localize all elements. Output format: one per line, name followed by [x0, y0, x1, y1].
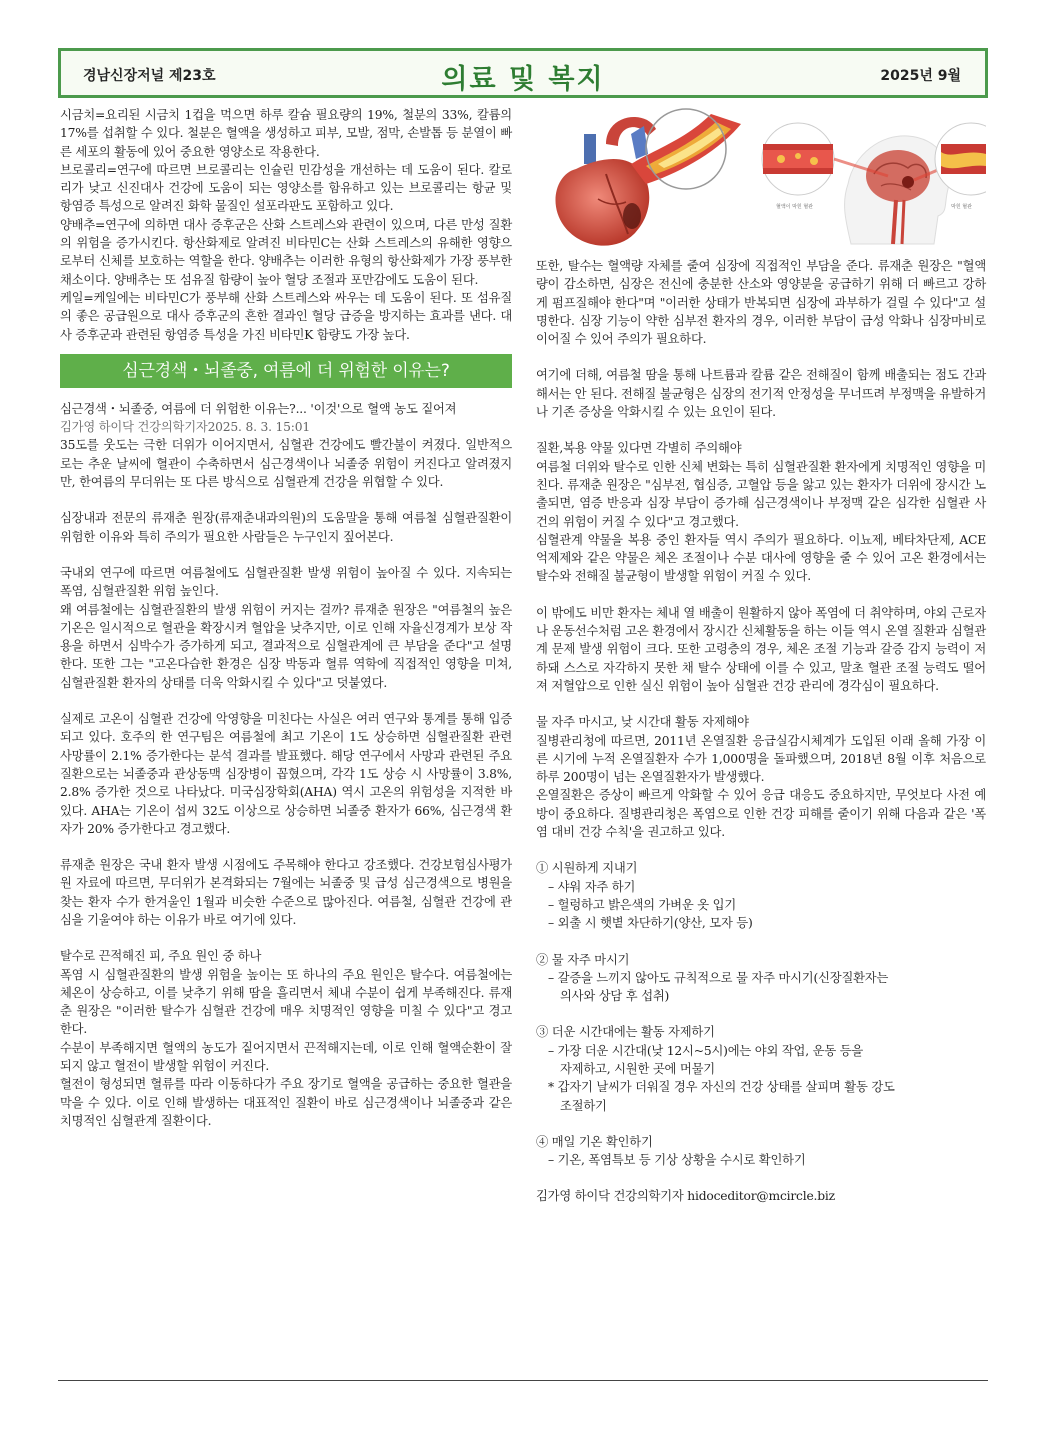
article-byline: 김가영 하이닥 건강의학기자2025. 8. 3. 15:01 [60, 420, 310, 435]
tip-title: ④ 매일 기온 확인하기 [536, 1134, 653, 1149]
subheading: 탈수로 끈적해진 피, 주요 원인 중 하나 [60, 949, 262, 964]
subheading: 질환,복용 약물 있다면 각별히 주의해야 [536, 441, 742, 456]
paragraph: 폭염 시 심혈관질환의 발생 위험을 높이는 또 하나의 주요 원인은 탈수다. 여름철에는 체온이 상승하고, 이를 낮추기 위해 땀을 흘리면서 체내 수분이 쉽게 부족해진다. 류재춘 원장은 "이러한 탈수가 심혈관 건강에 매우 치명적인 영향을 미칠 수 있다"고 경고한다. [60, 967, 512, 1037]
subheading: 물 자주 마시고, 낮 시간대 활동 자제해야 [536, 715, 749, 730]
section-title: 의료 및 복지 [441, 64, 605, 95]
publication-issue: 경남신장저널 제23호 [83, 68, 216, 84]
issue-date: 2025년 9월 [880, 68, 961, 84]
tip-title: ③ 더운 시간대에는 활동 자제하기 [536, 1025, 715, 1040]
masthead [58, 48, 988, 98]
caption-clogged-vessel: 막힌 혈관 [951, 204, 972, 210]
paragraph: 수분이 부족해지면 혈액의 농도가 짙어지면서 끈적해지는데, 이로 인해 혈액순환이 잘되지 않고 혈전이 발생할 위험이 커진다. [60, 1040, 512, 1074]
article-signature: 김가영 하이닥 건강의학기자 hidoceditor@mcircle.biz [536, 1189, 835, 1204]
tip-title: ① 시원하게 지내기 [536, 861, 638, 876]
paragraph: 국내외 연구에 따르면 여름철에도 심혈관질환 발생 위험이 높아질 수 있다. 지속되는 폭염, 심혈관질환 위험 높인다. [60, 565, 512, 599]
article-banner: 심근경색・뇌졸중, 여름에 더 위험한 이유는? [60, 354, 512, 388]
intro-kale: 케일=케일에는 비타민C가 풍부해 산화 스트레스와 싸우는 데 도움이 된다. 또 섬유질의 좋은 공급원으로 대사 증후군의 흔한 결과인 혈당 급증을 방지하는 효과를 낸다. 대사 증후군과 관련된 항염증 특성을 가진 비타민K 함량도 가장 높다. [60, 290, 512, 342]
intro-broccoli: 브로콜리=연구에 따르면 브로콜리는 인슐린 민감성을 개선하는 데 도움이 된다. 칼로리가 낮고 신진대사 건강에 도움이 되는 영양소를 함유하고 있는 브로콜리는 항균 및 항염증 특성으로 알려진 화학 물질인 설포라판도 포함하고 있다. [60, 162, 512, 214]
paragraph: 심장내과 전문의 류재춘 원장(류재춘내과의원)의 도움말을 통해 여름철 심혈관질환이 위험한 이유와 특히 주의가 필요한 사람들은 누구인지 짚어본다. [60, 511, 512, 544]
tip-item: 자제하고, 시원한 곳에 머물기 [560, 1061, 715, 1076]
tip-item: 조절하기 [560, 1098, 607, 1113]
intro-cabbage: 양배추=연구에 의하면 대사 증후군은 산화 스트레스와 관련이 있으며, 다른 만성 질환의 위험을 증가시킨다. 항산화제로 알려진 비타민C는 산화 스트레스의 유해한 영향으로부터 신체를 보호하는 역할을 한다. 양배추는 이러한 유형의 항산화제가 가장 풍부한 채소이다. 양배추는 또 섬유질 함량이 높아 혈당 조절과 포만감에도 도움이 된다. [60, 217, 512, 287]
tip-item: – 외출 시 햇볕 차단하기(양산, 모자 등) [548, 916, 753, 931]
tip-item: – 샤워 자주 하기 [548, 879, 636, 894]
paragraph: 왜 여름철에는 심혈관질환의 발생 위험이 커지는 걸까? 류재춘 원장은 "여름철의 높은 기온은 일시적으로 혈관을 확장시켜 혈압을 낮추지만, 이로 인해 자율신경계가 보상 작용을 하면서 심박수가 증가하게 되고, 결과적으로 심혈관계에 큰 부담을 준다"고 설명한다. 또한 그는 "고온다습한 환경은 심장 박동과 혈류 역학에 직접적인 영향을 미쳐, 심혈관질환 환자의 상태를 더욱 악화시킬 수 있다"고 덧붙였다. [60, 602, 512, 690]
right-column [536, 257, 986, 1206]
paragraph: 심혈관계 약물을 복용 중인 환자들 역시 주의가 필요하다. 이뇨제, 베타차단제, ACE 억제제와 같은 약물은 체온 조절이나 수분 대사에 영향을 줄 수 있어 고온 환경에서는 탈수와 전해질 불균형이 발생할 위험이 커질 수 있다. [536, 532, 986, 584]
tip-item: 의사와 상담 후 섭취) [560, 989, 670, 1004]
tip-item: – 기온, 폭염특보 등 기상 상황을 수시로 확인하기 [548, 1153, 806, 1168]
tip-item: * 갑자기 날씨가 더워질 경우 자신의 건강 상태를 살피며 활동 강도 [548, 1080, 895, 1095]
tip-item: – 헐렁하고 밝은색의 가벼운 옷 입기 [548, 897, 736, 912]
heart-illustration [536, 104, 986, 252]
paragraph: 여기에 더해, 여름철 땀을 통해 나트륨과 칼륨 같은 전해질이 함께 배출되는 점도 간과해서는 안 된다. 전해질 불균형은 심장의 전기적 안정성을 무너뜨려 부정맥을 유발하거나 기존 증상을 악화시킬 수 있는 요인이 된다. [536, 368, 986, 420]
paragraph: 류재춘 원장은 국내 환자 발생 시점에도 주목해야 한다고 강조했다. 건강보험심사평가원 자료에 따르면, 무더위가 본격화되는 7월에는 뇌졸중 및 급성 심근경색으로 병원을 찾는 환자 수가 한겨울인 1월과 비슷한 수준으로 많아진다. 여름철, 심혈관 건강에 관심을 기울여야 하는 이유가 바로 여기에 있다. [60, 858, 512, 927]
paragraph: 이 밖에도 비만 환자는 체내 열 배출이 원활하지 않아 폭염에 더 취약하며, 야외 근로자나 운동선수처럼 고온 환경에서 장시간 신체활동을 하는 이들 역시 온열 질환과 심혈관계 문제 발생 위험이 크다. 또한 고령층의 경우, 체온 조절 기능과 갈증 감지 능력이 저하돼 스스로 자각하지 못한 채 탈수 상태에 이를 수 있고, 말초 혈관 조절 능력도 떨어져 저혈압으로 인한 실신 위험이 높아 심혈관 건강 관리에 경각심이 필요하다. [536, 605, 986, 693]
heart-brain-illustration [536, 104, 986, 252]
paragraph: 실제로 고온이 심혈관 건강에 악영향을 미친다는 사실은 여러 연구와 통계를 통해 입증되고 있다. 호주의 한 연구팀은 여름철에 최고 기온이 1도 상승하면 심혈관질환 관련 사망률이 2.1% 증가한다는 분석 결과를 발표했다. 해당 연구에서 사망과 관련된 주요 질환으로는 뇌졸중과 관상동맥 심장병이 꼽혔으며, 각각 1도 상승 시 사망률이 3.8%, 2.8% 증가한 것으로 나타났다. 미국심장학회(AHA) 역시 고온의 위험성을 지적한 바 있다. AHA는 기온이 섭씨 32도 이상으로 상승하면 뇌졸중 환자가 66%, 심근경색 환자가 20% 증가한다고 경고했다. [60, 712, 512, 836]
bottom-rule [58, 1380, 988, 1381]
tip-item: – 갈증을 느끼지 않아도 규칙적으로 물 자주 마시기(신장질환자는 [548, 970, 889, 985]
paragraph: 질병관리청에 따르면, 2011년 온열질환 응급실감시체계가 도입된 이래 올해 가장 이른 시기에 누적 온열질환자 수가 1,000명을 돌파했으며, 2018년 8월 이후 처음으로 하루 200명이 넘는 온열질환자가 발생했다. [536, 733, 986, 785]
paragraph: 혈전이 형성되면 혈류를 따라 이동하다가 주요 장기로 혈액을 공급하는 중요한 혈관을 막을 수 있다. 이로 인해 발생하는 대표적인 질환이 바로 심근경색이나 뇌졸중과 같은 치명적인 심혈관계 질환이다. [60, 1077, 512, 1128]
caption-blocked-vessel: 혈액이 막힌 혈관 [776, 204, 813, 210]
paragraph: 또한, 탈수는 혈액량 자체를 줄여 심장에 직접적인 부담을 준다. 류재춘 원장은 "혈액량이 감소하면, 심장은 전신에 충분한 산소와 영양분을 공급하기 위해 더 빠르고 강하게 펌프질해야 한다"며 "이러한 상태가 반복되면 심장에 과부하가 걸릴 수 있다"고 설명한다. 심장 기능이 약한 심부전 환자의 경우, 이러한 부담이 급성 악화나 심장마비로 이어질 수 있어 주의가 필요하다. [536, 259, 986, 347]
article-subtitle: 심근경색・뇌졸중, 여름에 더 위험한 이유는?... '이것'으로 혈액 농도 짙어져 [60, 401, 457, 416]
paragraph: 여름철 더위와 탈수로 인한 신체 변화는 특히 심혈관질환 환자에게 치명적인 영향을 미친다. 류재춘 원장은 "심부전, 협심증, 고혈압 등을 앓고 있는 환자가 더위에 장시간 노출되면, 염증 반응과 심장 부담이 증가해 심근경색이나 부정맥 같은 심각한 심혈관 사건의 위험이 커질 수 있다"고 경고했다. [536, 459, 986, 529]
paragraph: 온열질환은 증상이 빠르게 악화할 수 있어 응급 대응도 중요하지만, 무엇보다 사전 예방이 중요하다. 질병관리청은 폭염으로 인한 건강 피해를 줄이기 위해 다음과 같은 '폭염 대비 건강 수칙'을 권고하고 있다. [536, 788, 986, 840]
intro-spinach: 시금치=요리된 시금치 1컵을 먹으면 하루 칼슘 필요량의 19%, 철분의 33%, 칼륨의 17%를 섭취할 수 있다. 철분은 혈액을 생성하고 피부, 모발, 점막, 손발톱 등 분열이 빠른 세포의 활동에 있어 중요한 영양소로 작용한다. [60, 108, 512, 159]
left-column [60, 106, 512, 1130]
paragraph: 35도를 웃도는 극한 더위가 이어지면서, 심혈관 건강에도 빨간불이 켜졌다. 일반적으로는 추운 날씨에 혈관이 수축하면서 심근경색이나 뇌졸중 위험이 커진다고 알려졌지만, 한여름의 무더위는 또 다른 방식으로 심혈관계 건강을 위협할 수 있다. [60, 438, 512, 490]
tip-item: – 가장 더운 시간대(낮 12시~5시)에는 야외 작업, 운동 등을 [548, 1043, 864, 1058]
tip-title: ② 물 자주 마시기 [536, 952, 630, 967]
